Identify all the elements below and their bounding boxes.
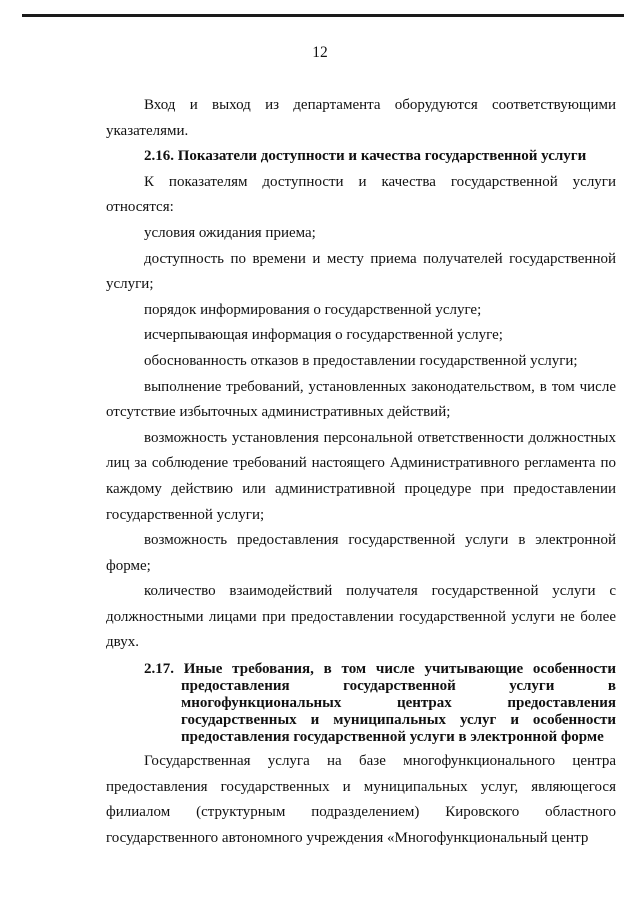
list-item: возможность предоставления государственной услуги в электронной форме; [106, 532, 616, 574]
paragraph: Государственная услуга на базе многофункционального центра предоставления государственных и муниципальных услуг, являющегося филиалом (структурным подразделением) Кировского областного государственного автономного учреждения «Многофункциональный центр [106, 753, 616, 846]
section-heading-2-17: 2.17. Иные требования, в том числе учитывающие особенности предоставления государственной услуги в многофункциональных центрах предоставления государственных и муниципальных услуг и особенности предоставления государственной услуги в электронной форме [144, 661, 616, 746]
list-item: условия ожидания приема; [144, 224, 316, 241]
document-body [106, 93, 616, 851]
list-item: исчерпывающая информация о государственной услуге; [144, 327, 503, 344]
list-item: обоснованность отказов в предоставлении государственной услуги; [144, 352, 578, 369]
list-item: доступность по времени и месту приема получателей государственной услуги; [106, 250, 616, 293]
paragraph: К показателям доступности и качества государственной услуги относятся: [106, 173, 616, 216]
list-item: возможность установления персональной ответственности должностных лиц за соблюдение требований настоящего Административного регламента по каждому действию или административной процедуре при предоставлении государственной услуги; [106, 429, 616, 523]
paragraph: Вход и выход из департамента оборудуются соответствующими указателями. [106, 97, 616, 139]
section-heading-2-16: 2.16. Показатели доступности и качества государственной услуги [144, 148, 587, 165]
list-item: порядок информирования о государственной услуге; [144, 301, 482, 318]
page-number: 12 [312, 44, 328, 61]
list-item: выполнение требований, установленных законодательством, в том числе отсутствие избыточных административных действий; [106, 378, 616, 421]
list-item: количество взаимодействий получателя государственной услуги с должностными лицами при предоставлении государственной услуги не более двух. [106, 583, 616, 651]
top-rule [22, 14, 624, 17]
